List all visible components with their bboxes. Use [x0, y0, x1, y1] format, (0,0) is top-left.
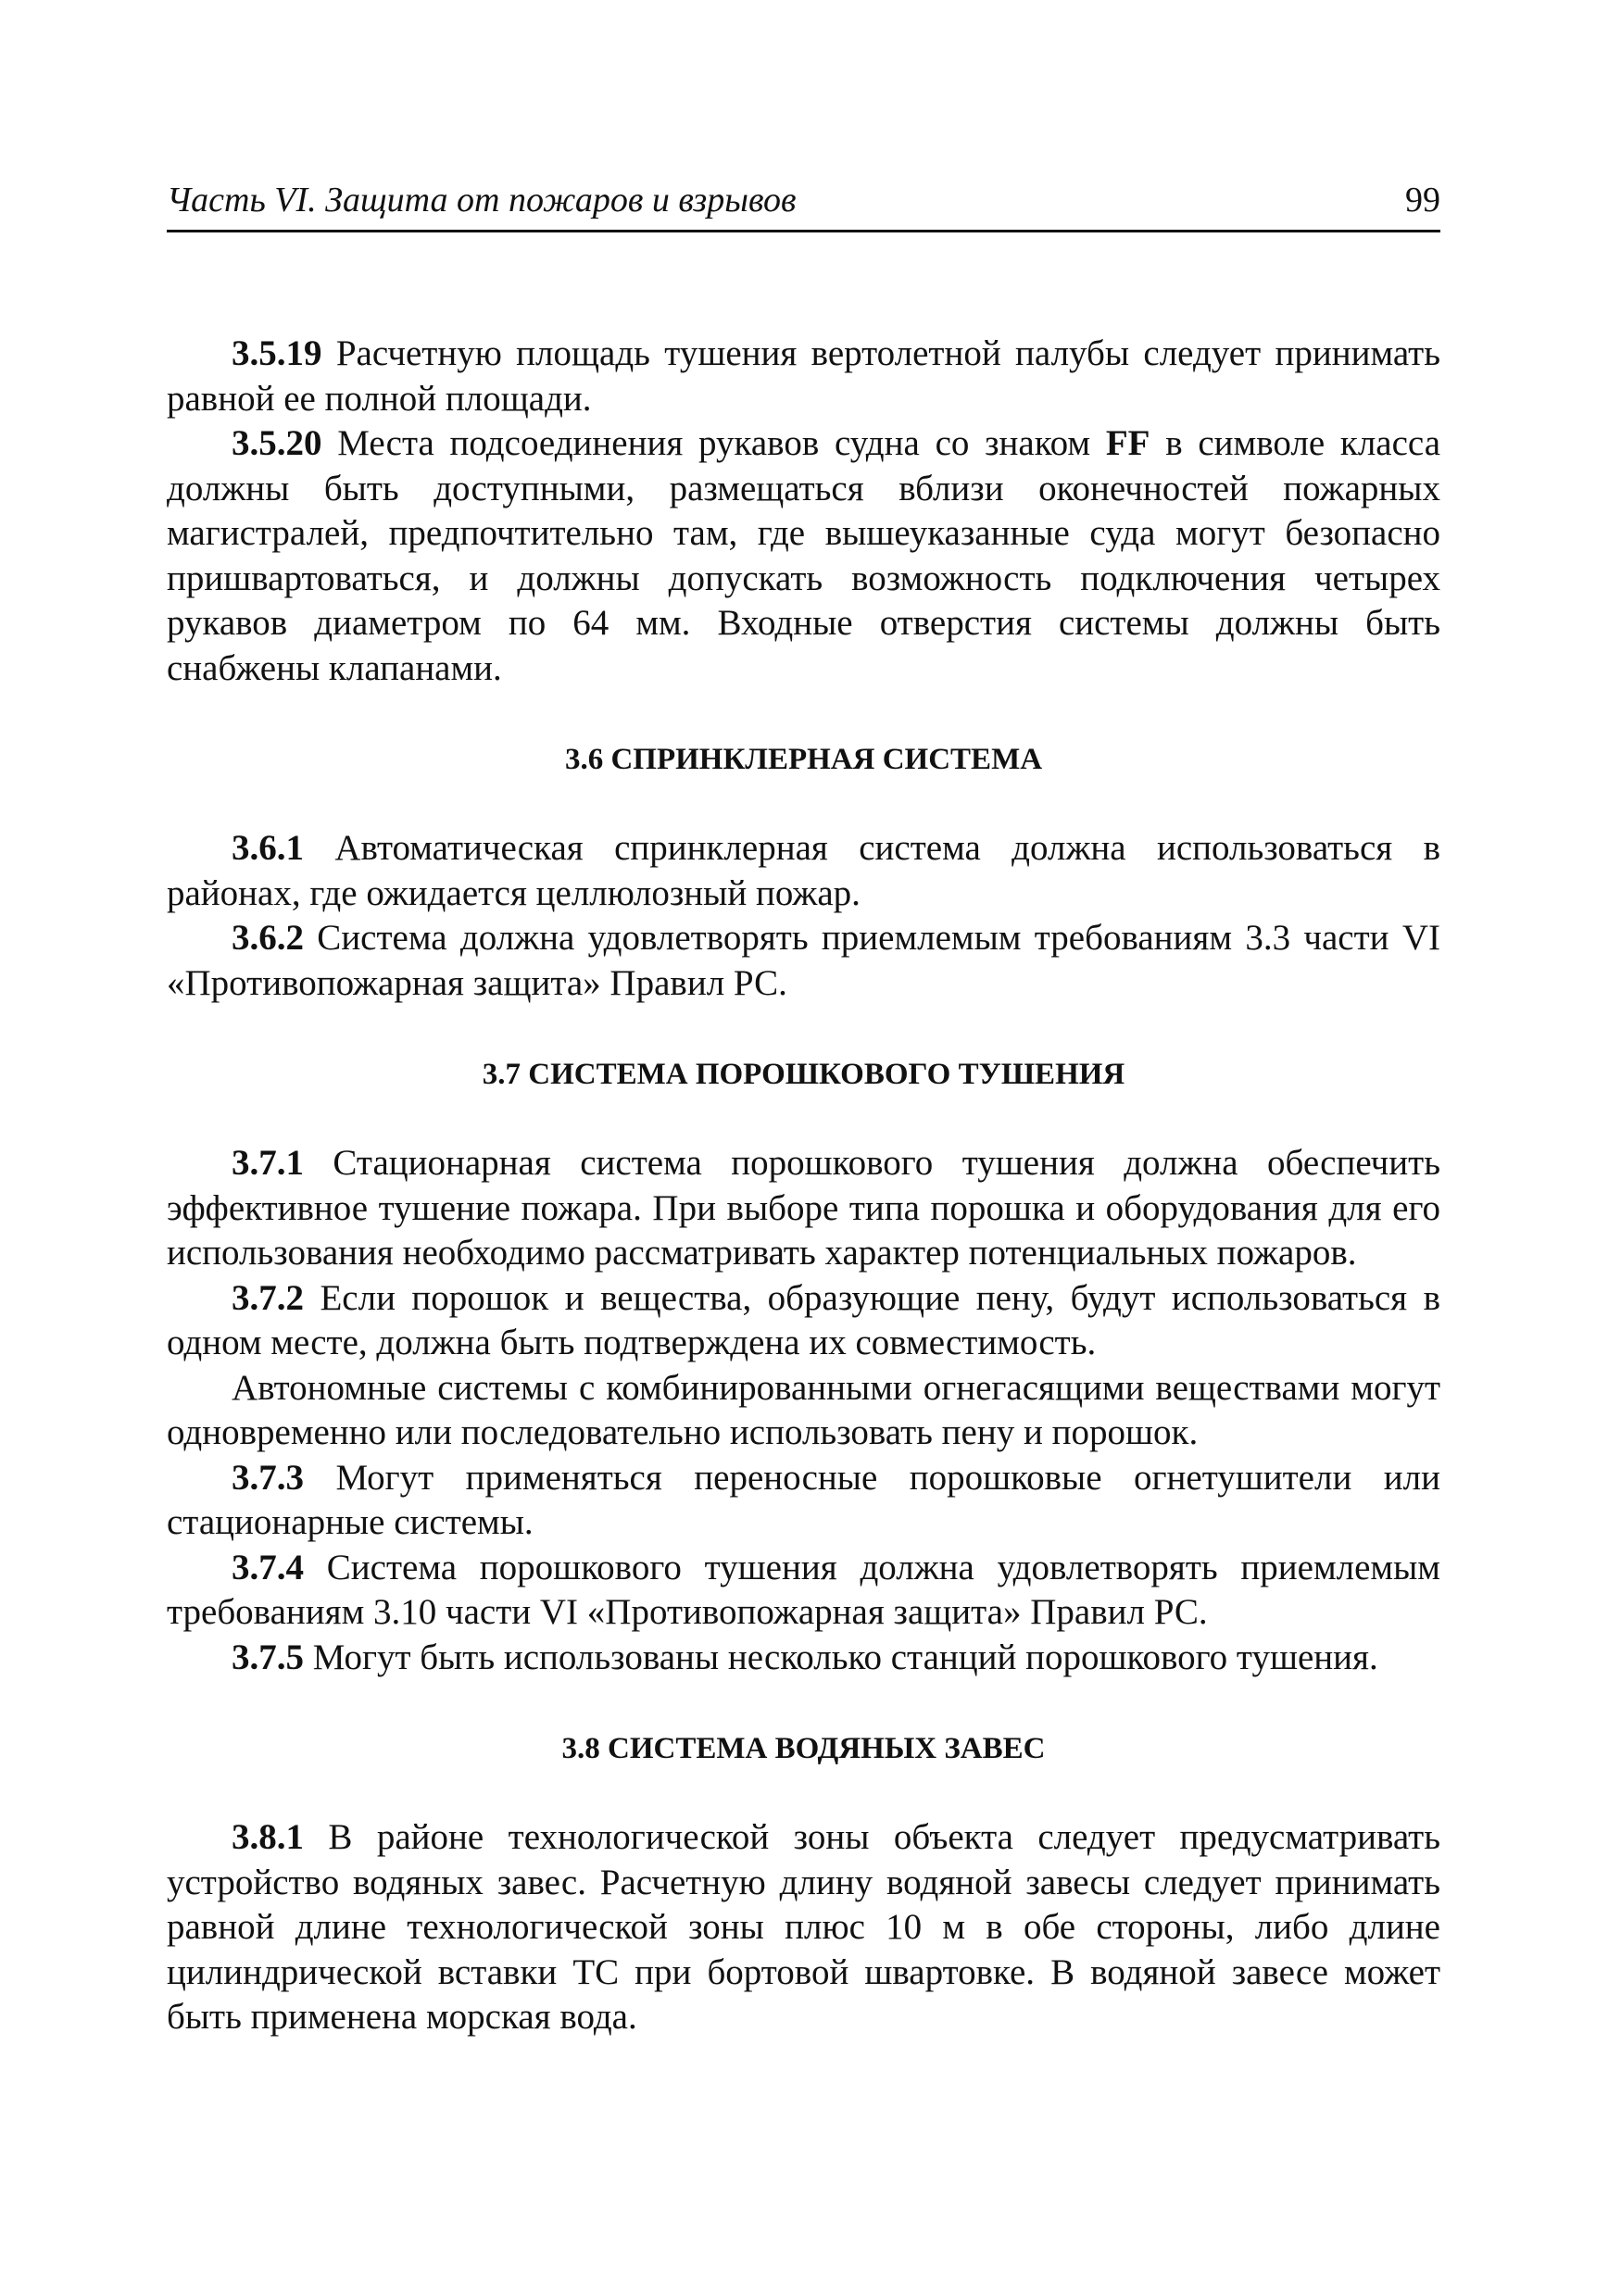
clause-number: 3.7.2 [232, 1277, 304, 1318]
paragraph-text: Места подсоединения рукавов судна со знаком [321, 423, 1106, 463]
clause-number: 3.6.1 [232, 828, 304, 868]
page-number: 99 [1405, 181, 1440, 220]
clause-number: 3.7.1 [232, 1143, 304, 1183]
section-heading-3-6: 3.6 СПРИНКЛЕРНАЯ СИСТЕМА [564, 743, 1043, 776]
section-heading-3-8: 3.8 СИСТЕМА ВОДЯНЫХ ЗАВЕС [561, 1732, 1046, 1765]
clause-number: 3.5.20 [232, 423, 322, 463]
paragraph-3-5-20 [167, 421, 1440, 691]
paragraph-text: в символе класса должны быть доступными, размещаться вблизи оконечностей пожарных магистралей, предпочтительно там, где вышеуказанные суда могут безопасно пришвартоваться, и должны допускать возможность подключения четырех рукавов диаметром по 64 мм. Входные отверстия системы должны быть снабжены клапанами. [167, 423, 1441, 688]
paragraph-text: В районе технологической зоны объекта следует предусматривать устройство водяных завес. Расчетную длину водяной завесы следует принимать равной длине технологической зоны плюс 10 м в обе стороны, либо длине цилиндрической вставки ТС при бортовой швартовке. В водяной завесе может быть применена морская вода. [167, 1817, 1440, 2037]
paragraph-text: Система должна удовлетворять приемлемым требованиям 3.3 части VI «Противопожарная защита» Правил РС. [167, 918, 1440, 1003]
clause-number: 3.7.4 [232, 1547, 304, 1587]
paragraph-3-7-2 [167, 1276, 1440, 1366]
paragraph-text: Стационарная система порошкового тушения должна обеспечить эффективное тушение пожара. При выборе типа порошка и оборудования для его использования необходимо рассматривать характер потенциальных пожаров. [167, 1143, 1440, 1273]
paragraph-3-7-2-continued: Автономные системы с комбинированными огнегасящими веществами могут одновременно или последовательно использовать пену и порошок. [167, 1367, 1440, 1452]
paragraph-text: Могут применяться переносные порошковые огнетушители или стационарные системы. [167, 1457, 1440, 1542]
paragraph-text: Автоматическая спринклерная система должна использоваться в районах, где ожидается целлюлозный пожар. [167, 828, 1440, 913]
paragraph-3-7-3 [167, 1456, 1440, 1546]
clause-number: 3.6.2 [232, 918, 304, 958]
paragraph-text: Могут быть использованы несколько станций порошкового тушения. [304, 1637, 1378, 1677]
clause-number: 3.7.5 [232, 1637, 304, 1677]
paragraph-3-5-19 [167, 332, 1440, 421]
paragraph-3-6-1 [167, 826, 1440, 916]
page-content [167, 332, 1440, 2040]
running-header [167, 176, 1440, 232]
clause-number: 3.7.3 [232, 1457, 304, 1498]
paragraph-3-6-2 [167, 916, 1440, 1006]
header-title: Часть VI. Защита от пожаров и взрывов [167, 181, 797, 220]
clause-number: 3.8.1 [232, 1817, 304, 1857]
class-mark: FF [1105, 423, 1150, 463]
paragraph-3-8-1 [167, 1815, 1440, 2040]
paragraph-text: Если порошок и вещества, образующие пену, будут использоваться в одном месте, должна быть подтверждена их совместимость. [167, 1277, 1440, 1362]
paragraph-text: Расчетную площадь тушения вертолетной палубы следует принимать равной ее полной площади. [167, 333, 1440, 419]
paragraph-3-7-1 [167, 1141, 1440, 1276]
clause-number: 3.5.19 [232, 333, 322, 373]
paragraph-3-7-5 [167, 1636, 1440, 1681]
section-heading-3-7: 3.7 СИСТЕМА ПОРОШКОВОГО ТУШЕНИЯ [482, 1058, 1125, 1091]
paragraph-3-7-4 [167, 1546, 1440, 1636]
paragraph-text: Система порошкового тушения должна удовлетворять приемлемым требованиям 3.10 части VI «Противопожарная защита» Правил РС. [167, 1547, 1440, 1632]
